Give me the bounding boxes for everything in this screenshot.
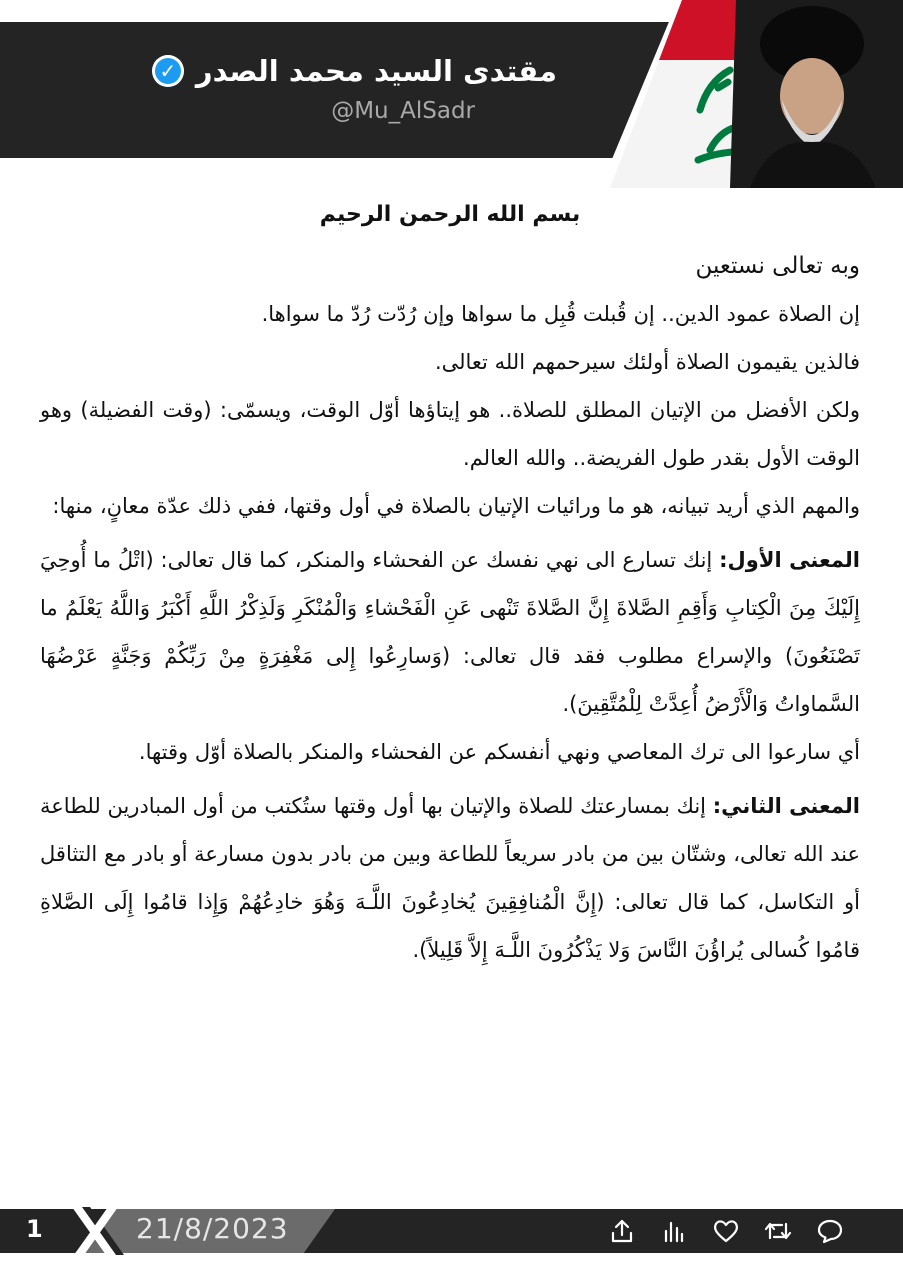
profile-handle[interactable]: @Mu_AlSadr	[331, 98, 475, 124]
paragraph-5: والمهم الذي أريد تبيانه، هو ما ورائيات الإتيان بالصلاة في أول وقتها، ففي ذلك عدّة معانٍ، منها:	[52, 494, 860, 518]
reply-icon[interactable]	[815, 1217, 845, 1245]
tweet-footer	[0, 1209, 903, 1253]
tweet-body	[40, 190, 860, 974]
profile-name[interactable]: مقتدى السيد محمد الصدر	[195, 54, 557, 88]
retweet-icon[interactable]	[763, 1217, 793, 1245]
share-icon[interactable]	[607, 1217, 637, 1245]
paragraph-2: إن الصلاة عمود الدين.. إن قُبلت قُبِل ما سواها وإن رُدّت رُدّ ما سواها.	[261, 302, 860, 326]
paragraph-6: أي سارعوا الى ترك المعاصي ونهي أنفسكم عن الفحشاء والمنكر بالصلاة أوّل وقتها.	[138, 740, 860, 764]
profile-header	[0, 0, 903, 188]
page-number: 1	[26, 1215, 43, 1243]
paragraph-3: فالذين يقيمون الصلاة أولئك سيرحمهم الله تعالى.	[434, 350, 860, 374]
views-icon[interactable]	[659, 1217, 689, 1245]
flag-avatar-graphic	[600, 0, 903, 188]
paragraph-1: وبه تعالى نستعين	[695, 253, 860, 279]
meaning-2	[40, 782, 860, 974]
tweet-date: 21/8/2023	[136, 1212, 289, 1245]
meaning-2-label: المعنى الثاني:	[712, 794, 860, 818]
action-bar	[607, 1217, 845, 1245]
like-icon[interactable]	[711, 1217, 741, 1245]
paragraph-4: ولكن الأفضل من الإتيان المطلق للصلاة.. هو إيتاؤها أوّل الوقت، ويسمّى: (وقت الفضيلة) وهو الوقت الأول بقدر طول الفريضة.. والله العالم.	[40, 398, 860, 470]
profile-name-row	[152, 54, 557, 88]
meaning-2-text: إنك بمسارعتك للصلاة والإتيان بها أول وقتها ستُكتب من أول المبادرين للطاعة عند الله تعالى، وشتّان بين من بادر سريعاً للطاعة وبين من بادر بدون مسارعة أو بادر مع التثاقل أو التكاسل، كما قال تعالى: (إِنَّ الْمُنافِقِينَ يُخادِعُونَ اللَّـهَ وَهُوَ خادِعُهُمْ وَإِذا قامُوا إِلَى الصَّلاةِ قامُوا كُسالى يُراؤُنَ النَّاسَ وَلا يَذْكُرُونَ اللَّـهَ إِلاَّ قَلِيلاً).	[40, 794, 860, 962]
meaning-1	[40, 536, 860, 728]
meaning-1-text: إنك تسارع الى نهي نفسك عن الفحشاء والمنكر، كما قال تعالى: (اتْلُ ما أُوحِيَ إِلَيْكَ مِنَ الْكِتابِ وَأَقِمِ الصَّلاةَ إِنَّ الصَّلاةَ تَنْهى عَنِ الْفَحْشاءِ وَالْمُنْكَرِ وَلَذِكْرُ اللَّهِ أَكْبَرُ وَاللَّهُ يَعْلَمُ ما تَصْنَعُونَ) والإسراع مطلوب فقد قال تعالى: (وَسارِعُوا إِلى مَغْفِرَةٍ مِنْ رَبِّكُمْ وَجَنَّةٍ عَرْضُهَا السَّماواتُ وَالْأَرْضُ أُعِدَّتْ لِلْمُتَّقِينَ).	[40, 548, 860, 716]
verified-badge-icon: ✓	[152, 55, 184, 87]
x-logo-icon	[64, 1207, 128, 1255]
tweet-title: بسم الله الرحمن الرحيم	[319, 202, 581, 227]
meaning-1-label: المعنى الأول:	[719, 548, 861, 572]
